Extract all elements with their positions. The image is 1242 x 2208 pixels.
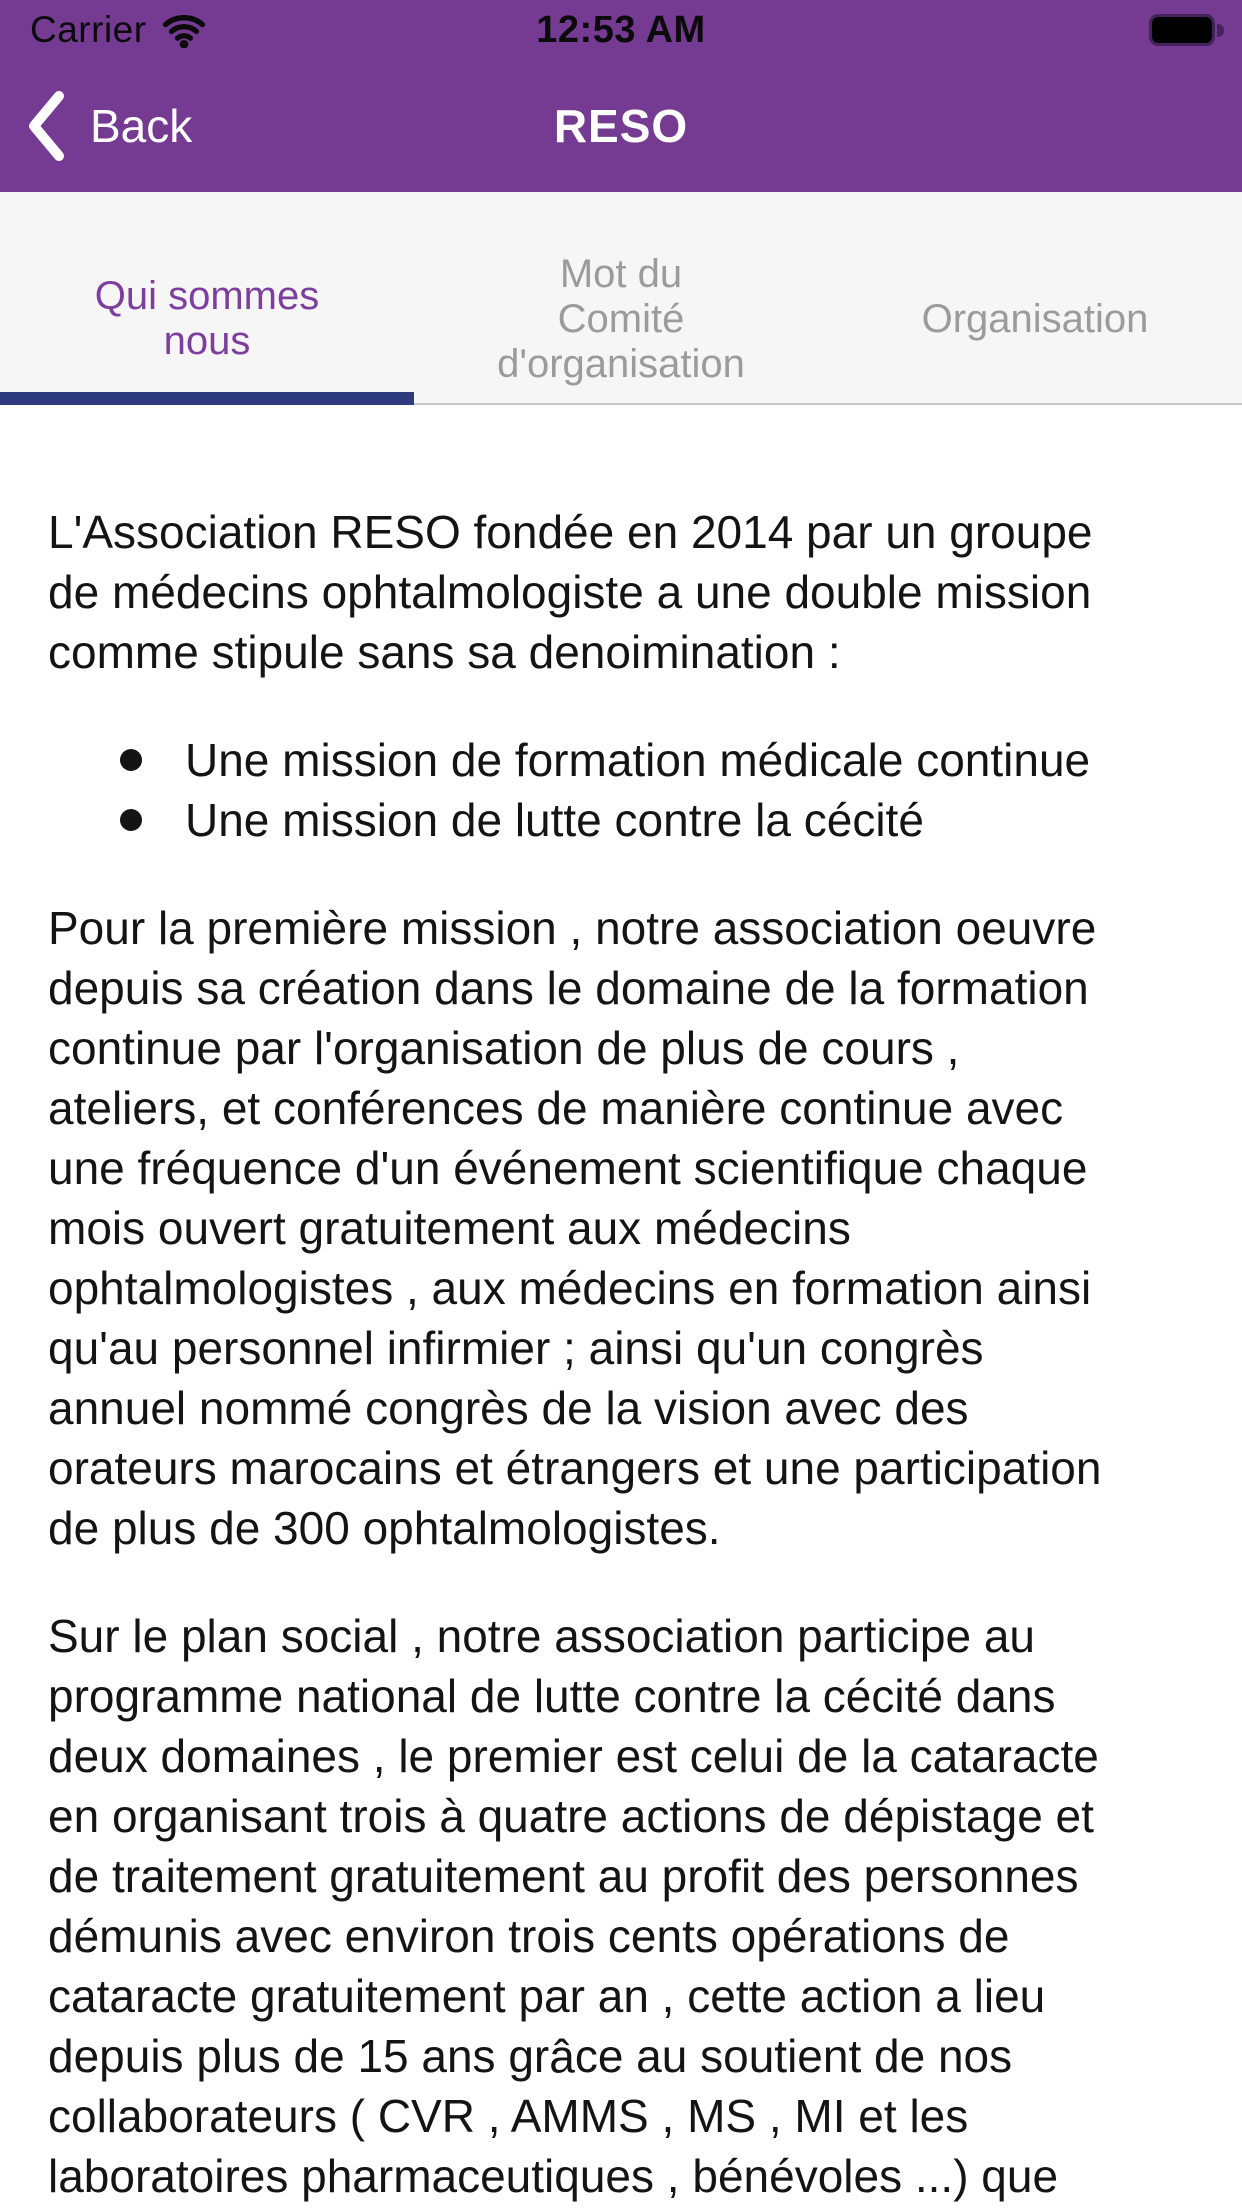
paragraph-line: deux domaines , le premier est celui de la cataracte — [48, 1730, 1099, 1782]
bullet-list-item — [48, 790, 1206, 850]
page-content-scroll-area[interactable] — [0, 405, 1242, 2208]
paragraph-line: collaborateurs ( CVR , AMMS , MS , MI et les — [48, 2090, 969, 2142]
segment-tab-bar — [0, 192, 1242, 405]
battery-body — [1149, 14, 1215, 46]
tab-label-line: Organisation — [921, 296, 1149, 341]
paragraph — [48, 898, 1206, 1558]
bullet-item-text: Une mission de lutte contre la cécité — [185, 794, 924, 846]
paragraph-line: depuis sa création dans le domaine de la formation — [48, 962, 1089, 1014]
tab-qui-sommes-nous[interactable] — [0, 192, 414, 405]
paragraph-line: mois ouvert gratuitement aux médecins — [48, 1202, 851, 1254]
paragraph-line: démunis avec environ trois cents opérations de — [48, 1910, 1010, 1962]
paragraph — [48, 1606, 1206, 2206]
tab-label-line: Comité — [557, 296, 685, 341]
battery-nub — [1217, 24, 1224, 37]
tab-mot-du-comite-dorganisation[interactable] — [414, 192, 828, 405]
carrier-label: Carrier — [30, 9, 147, 50]
paragraph-line: Pour la première mission , notre association oeuvre — [48, 902, 1097, 954]
paragraph-line: ophtalmologistes , aux médecins en formation ainsi — [48, 1262, 1092, 1314]
back-button-label: Back — [90, 100, 193, 152]
chevron-left-icon — [26, 90, 66, 162]
paragraph-line: de médecins ophtalmologiste a une double mission — [48, 566, 1092, 618]
paragraph-line: depuis plus de 15 ans grâce au soutient de nos — [48, 2030, 1013, 2082]
tab-label-line: nous — [163, 319, 251, 363]
paragraph-line: qu'au personnel infirmier ; ainsi qu'un congrès — [48, 1322, 984, 1374]
status-time: 12:53 AM — [536, 8, 706, 51]
tab-organisation[interactable] — [828, 192, 1242, 405]
active-tab-indicator — [0, 392, 414, 405]
status-bar — [0, 0, 1242, 60]
tab-label-line: Qui sommes — [94, 274, 320, 318]
paragraph-line: une fréquence d'un événement scientifique chaque — [48, 1142, 1088, 1194]
paragraph — [48, 502, 1206, 682]
paragraph-line: continue par l'organisation de plus de cours , — [48, 1022, 960, 1074]
battery-full-icon — [1149, 0, 1224, 60]
bullet-item-text: Une mission de formation médicale continue — [185, 734, 1091, 786]
bullet-list-item — [48, 730, 1206, 790]
back-button[interactable] — [26, 60, 192, 192]
paragraph-line: annuel nommé congrès de la vision avec des — [48, 1382, 969, 1434]
paragraph-line: laboratoires pharmaceutiques , bénévoles ...) que — [48, 2150, 1059, 2202]
tab-label-line: d'organisation — [497, 341, 745, 386]
tab-label-line: Mot du — [559, 251, 683, 296]
paragraph-line: programme national de lutte contre la cécité dans — [48, 1670, 1056, 1722]
paragraph-line: orateurs marocains et étrangers et une participation — [48, 1442, 1102, 1494]
navigation-bar — [0, 60, 1242, 192]
paragraph-line: de plus de 300 ophtalmologistes. — [48, 1502, 721, 1554]
bullet-icon — [120, 809, 142, 831]
paragraph-line: L'Association RESO fondée en 2014 par un groupe — [48, 506, 1093, 558]
paragraph-line: en organisant trois à quatre actions de dépistage et — [48, 1790, 1094, 1842]
paragraph-line: ateliers, et conférences de manière continue avec — [48, 1082, 1064, 1134]
bullet-icon — [120, 749, 142, 771]
bullet-list — [48, 730, 1206, 850]
paragraph-line: de traitement gratuitement au profit des personnes — [48, 1850, 1079, 1902]
page-title: RESO — [553, 100, 689, 152]
paragraph-line: comme stipule sans sa denoimination : — [48, 626, 841, 678]
paragraph-line: Sur le plan social , notre association participe au — [48, 1610, 1036, 1662]
paragraph-line: cataracte gratuitement par an , cette action a lieu — [48, 1970, 1046, 2022]
